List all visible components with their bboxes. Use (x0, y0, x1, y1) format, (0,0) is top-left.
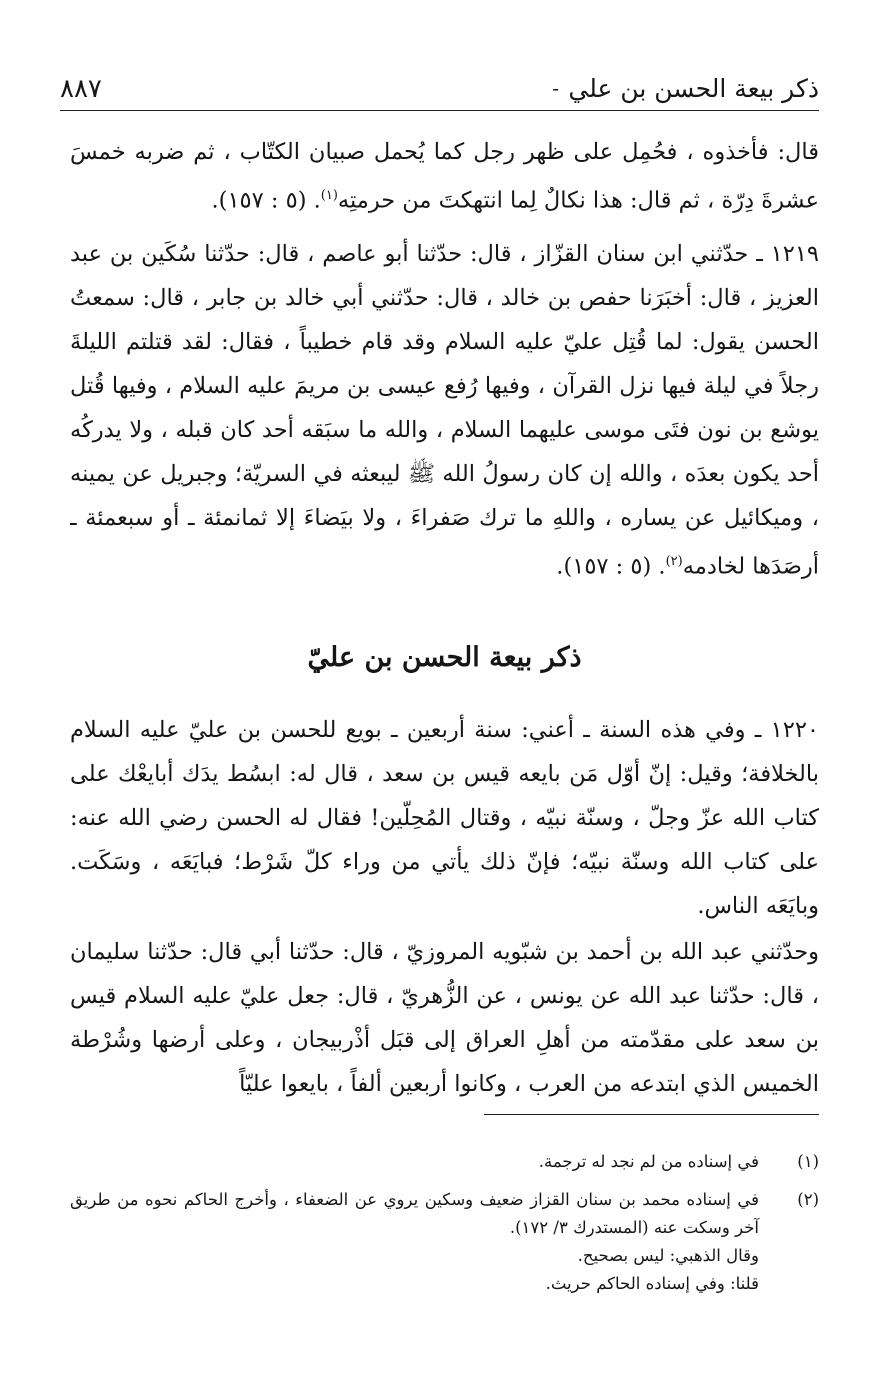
paragraph-1219 (70, 232, 819, 586)
paragraph-1-citation: . (٥ : ١٥٧). (211, 187, 321, 214)
header-dash: - (552, 76, 559, 100)
paragraph-1219-text: ١٢١٩ ـ حدّثني ابن سنان القزّاز ، قال: حدّثنا أبو عاصم ، قال: حدّثنا سُكَين بن عبد العزيز ، قال: أخبَرَنا حفص بن خالد ، قال: حدّثني أبي خالد بن جابر ، قال: سمعتُ الحسن يقول: لما قُتِل عليّ عليه السلام وقد قام خطيباً ، فقال: لقد قتلتم الليلةَ رجلاً في ليلة فيها نزل القرآن ، وفيها رُفع عيسى بن مريمَ عليه السلام ، وفيها قُتل يوشع بن نون فتَى موسى عليهما السلام ، والله ما سبَقه أحد كان قبله ، ولا يدركُه أحد يكون بعدَه ، والله إن كان رسولُ الله ﷺ ليبعثه في السريّة؛ وجبريل عن يمينه ، وميكائيل عن يساره ، واللهِ ما ترك صَفراءَ ، ولا بيَضاءَ إلا ثمانمئة ـ أو سبعمئة ـ أرصَدَها لخادمه (70, 241, 819, 580)
footnote-1-number: (١) (797, 1152, 819, 1171)
footnote-1 (70, 1148, 819, 1176)
footnote-2 (70, 1186, 819, 1298)
running-title: ذكر بيعة الحسن بن علي (568, 74, 819, 103)
page-number: ٨٨٧ (60, 74, 102, 104)
footnote-2-dhahabi-note: وقال الذهبي: ليس بصحيح. (577, 1246, 759, 1265)
footnote-2-editors-note: قلنا: وفي إسناده الحاكم حريث. (545, 1274, 759, 1293)
footnote-2-text: في إسناده محمد بن سنان القزاز ضعيف وسكين يروي عن الضعفاء ، وأخرج الحاكم نحوه من طريق آخر وسكت عنه (المستدرك ٣/ ١٧٢). (70, 1190, 759, 1237)
section-title: ذكر بيعة الحسن بن عليّ (307, 642, 582, 673)
paragraph-4: وحدّثني عبد الله بن أحمد بن شبّويه المروزيّ ، قال: حدّثنا أبي قال: حدّثنا سليمان ، قال: حدّثنا عبد الله عن يونس ، عن الزُّهريّ ، قال: جعل عليّ عليه السلام قيس بن سعد على مقدّمته من أهلِ العراق إلى قبَل أذْربيجان ، وعلى أرضها وشُرْطة الخميس الذي ابتدعه من العرب ، وكانوا أربعين ألفاً ، بايعوا عليّاً (70, 939, 819, 1097)
footnote-1-text: في إسناده من لم نجد له ترجمة. (538, 1152, 759, 1171)
page-header (60, 70, 819, 111)
footnote-2-number: (٢) (797, 1190, 819, 1209)
footnote-marker-1: (١) (320, 188, 338, 203)
paragraph-1219-citation: . (٥ : ١٥٧). (556, 553, 666, 580)
paragraph-1220: ١٢٢٠ ـ وفي هذه السنة ـ أعني: سنة أربعين ـ بويع للحسن بن عليّ عليه السلام بالخلافة؛ وقيل: إنّ أوّل مَن بايعه قيس بن سعد ، قال له: ابسُط يدَك أبايعْك على كتاب الله عزّ وجلّ ، وسنّة نبيّه ، وقتال المُحِلّين! فقال له الحسن رضي الله عنه: على كتاب الله وسنّة نبيّه؛ فإنّ ذلك يأتي من وراء كلّ شَرْط؛ فبايَعَه ، وسَكَت. وبايَعَه الناس. (70, 717, 819, 919)
paragraph-1-text: قال: فأخذوه ، فحُمِل على ظهر رجل كما يُحمل صبيان الكتّاب ، ثم ضربه خمسَ عشرةَ دِرّة ، ثم قال: هذا نكالٌ لِما انتهكتَ من حرمتِه (70, 139, 819, 214)
paragraph-1 (70, 130, 819, 220)
footnote-divider (484, 1114, 819, 1115)
footnote-marker-2: (٢) (665, 554, 683, 569)
